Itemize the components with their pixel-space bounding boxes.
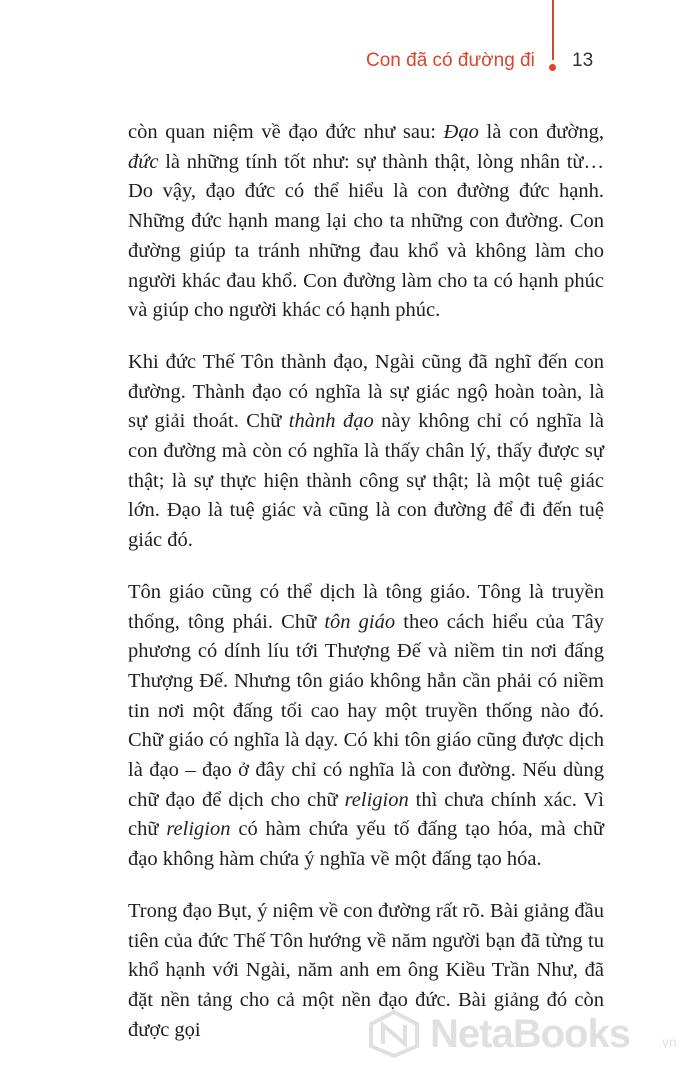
header-bullet-dot	[549, 64, 556, 71]
paragraph-2	[128, 348, 604, 556]
text-run: có hàm chứa yếu tố đấng tạo hóa, mà chữ đạo không hàm chứa ý nghĩa về một đấng tạo hóa.	[128, 818, 604, 871]
running-header-title: Con đã có đường đi	[366, 50, 535, 71]
italic-term: đức	[128, 150, 159, 173]
paragraph-3	[128, 578, 604, 875]
text-run: còn quan niệm về đạo đức như sau:	[128, 121, 444, 143]
text-run: là những tính tốt như: sự thành thật, lòng nhân từ… Do vậy, đạo đức có thể hiểu là con đường đức hạnh. Những đức hạnh mang lại cho ta những con đường. Con đường giúp ta tránh những đau khổ và không làm cho người khác đau khổ. Con đường làm cho ta có hạnh phúc và giúp cho người khác có hạnh phúc.	[128, 150, 604, 322]
text-run: Trong đạo Bụt, ý niệm về con đường rất rõ. Bài giảng đầu tiên của đức Thế Tôn hướng về năm người bạn đã từng tu khổ hạnh với Ngài, năm anh em ông Kiều Trần Như, đã đặt nền tảng cho cả một nền đạo đức. Bài giảng đó còn được gọi	[128, 899, 604, 1041]
italic-term: religion	[166, 818, 231, 841]
text-run: này không chỉ có nghĩa là con đường mà còn có nghĩa là thấy chân lý, thấy được sự thật; là sự thực hiện thành công sự thật; là một tuệ giác lớn. Đạo là tuệ giác và cũng là con đường để đi đến tuệ giác đó.	[128, 410, 604, 552]
text-run: theo cách hiểu của Tây phương có dính líu tới Thượng Đế và niềm tin nơi đấng Thượng Đế. Nhưng tôn giáo không hẳn cần phải có niềm tin nơi một đấng tối cao hay một truyền thống nào đó. Chữ giáo có nghĩa là dạy. Có khi tôn giáo cũng được dịch là đạo – đạo ở đây chỉ có nghĩa là con đường. Nếu dùng chữ đạo để dịch cho chữ	[128, 610, 604, 811]
paragraph-1	[128, 118, 604, 326]
italic-term: religion	[344, 788, 409, 811]
header-rule	[552, 0, 554, 60]
watermark	[368, 1006, 698, 1062]
text-run: Khi đức Thế Tôn thành đạo, Ngài cũng đã nghĩ đến con đường. Thành đạo có nghĩa là sự giác ngộ hoàn toàn, là sự giải thoát. Chữ	[128, 350, 604, 433]
page-number: 13	[572, 50, 594, 71]
watermark-text: NetaBooks	[430, 1012, 630, 1056]
watermark-suffix: .vn	[658, 1034, 677, 1050]
body-text	[128, 118, 604, 1067]
text-run: Tôn giáo cũng có thể dịch là tông giáo. Tông là truyền thống, tông phái. Chữ	[128, 580, 604, 633]
italic-term: tôn giáo	[324, 610, 396, 633]
text-run: thì chưa chính xác. Vì chữ	[128, 788, 604, 841]
italic-term: Đạo	[443, 121, 479, 143]
italic-term: thành đạo	[288, 410, 374, 433]
netabooks-logo-icon	[368, 1010, 420, 1058]
text-run: là con đường,	[478, 121, 604, 143]
